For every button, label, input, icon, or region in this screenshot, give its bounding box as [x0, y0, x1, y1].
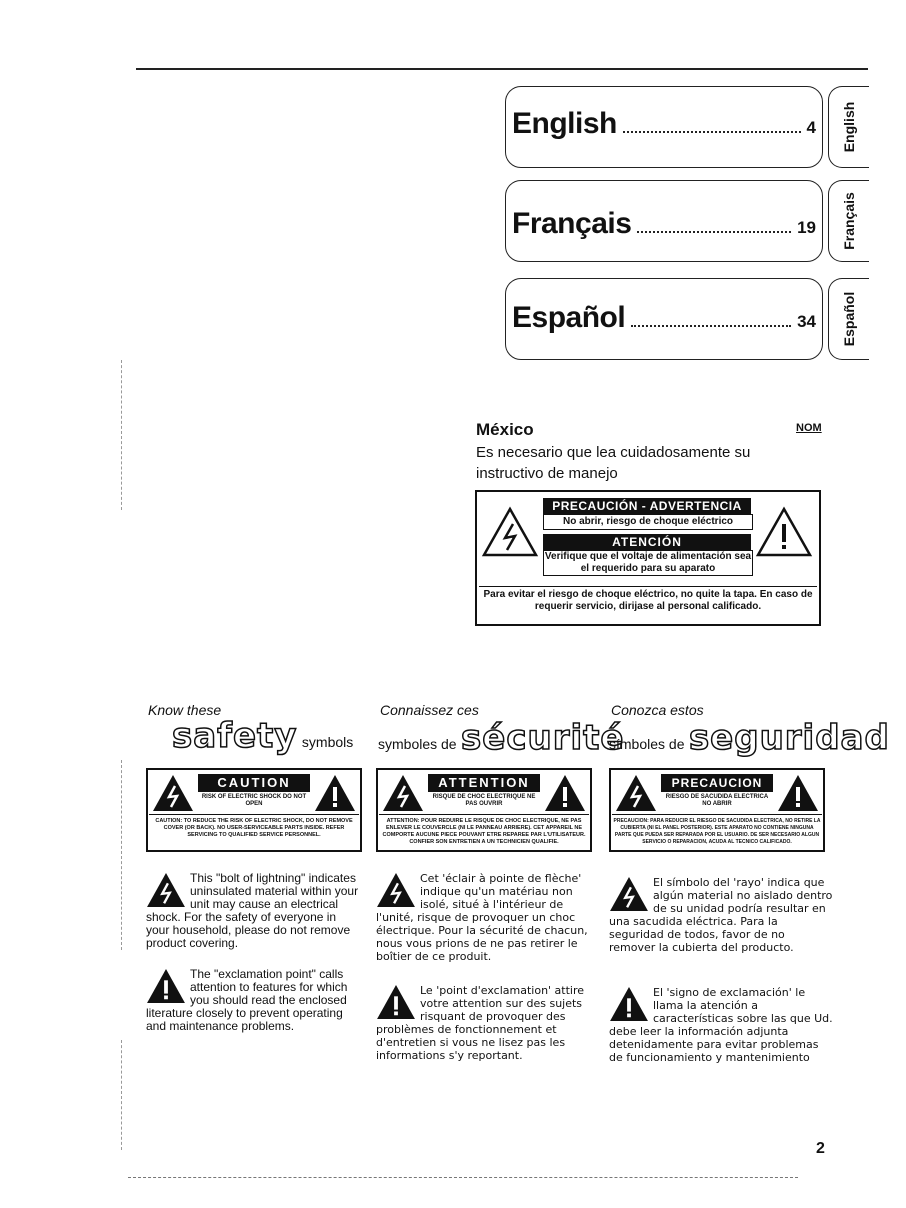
caution-subtitle: RISK OF ELECTRIC SHOCK DO NOT OPEN: [201, 794, 307, 807]
attention-title: ATTENTION: [428, 774, 540, 792]
paragraph-text: El 'signo de exclamación' le llama la atención a características sobre las que Ud. debe leer la información adjunta detenidamente para evitar problemas de funcionamiento y mantenimiento: [609, 986, 833, 1064]
exclamation-triangle-icon: [544, 774, 586, 812]
col-english-title: [172, 716, 353, 756]
lightning-triangle-icon: [376, 872, 416, 908]
margin-mark: [121, 1040, 122, 1150]
leader-dots: [637, 231, 791, 233]
label-title-atencion: ATENCIÓN: [543, 534, 751, 550]
caution-title: CAUTION: [198, 774, 310, 792]
mexico-text: Es necesario que lea cuidadosamente su instructivo de manejo: [476, 444, 751, 482]
margin-mark: [121, 360, 122, 510]
nom-logo: NOM: [796, 422, 822, 434]
attention-label: [376, 768, 592, 852]
tab-label: Français: [841, 192, 857, 250]
language-name: Français: [512, 207, 632, 240]
caution-footer: CAUTION: TO REDUCE THE RISK OF ELECTRIC SHOCK, DO NOT REMOVE COVER (OR BACK). NO USER-SERVICEABLE PARTS INSIDE. REFER SERVICING TO QUALIFIED SERVICE PERSONNEL.: [149, 814, 359, 839]
precaucion-subtitle: RIESGO DE SACUDIDA ELECTRICA NO ABRIR: [665, 794, 769, 807]
precaucion-title: PRECAUCION: [661, 774, 773, 792]
lightning-triangle-icon: [481, 506, 539, 558]
lightning-triangle-icon: [146, 872, 186, 908]
seguridad-word: seguridad: [688, 718, 890, 758]
tab-espanol[interactable]: [828, 278, 869, 360]
exclamation-triangle-icon: [755, 506, 813, 558]
top-rule: [136, 68, 868, 70]
col-french-title: [378, 718, 624, 758]
symboles-word: symboles de: [378, 736, 457, 752]
leader-dots: [623, 131, 801, 133]
label-footer: Para evitar el riesgo de choque eléctrico, no quite la tapa. En caso de requerir servicio, dirijase al personal calificado.: [479, 586, 817, 613]
language-box-francais[interactable]: [505, 180, 823, 262]
lightning-triangle-icon: [615, 774, 657, 812]
exclamation-triangle-icon: [376, 984, 416, 1020]
attention-footer: ATTENTION: POUR REDUIRE LE RISQUE DE CHOC ELECTRIQUE, NE PAS ENLEVER LE COUVERCLE (NI LE PANNEAU ARRIERE). CET APPAREIL NE COMPORTE AUCUNE PIECE POUVANT ETRE REPAREE PAR L'UTILISATEUR. CONFIER SON ENTRETIEN A UN TECHNICIEN QUALIFIE.: [379, 814, 589, 846]
paragraph-text: Le 'point d'exclamation' attire votre attention sur des sujets risquant de provoquer des problèmes de fonctionnement et d'entretien si vous ne lisez pas les informations s'y reportant.: [376, 984, 585, 1062]
lightning-triangle-icon: [152, 774, 194, 812]
page-number: 2: [816, 1140, 825, 1157]
paragraph-text: El símbolo del 'rayo' indica que algún material no aislado dentro de su unidad podría resultar en una sacudida eléctrica. Para la seguridad de todos, favor de no remover la cubierta del producto.: [609, 876, 833, 954]
language-page: 34: [797, 312, 816, 331]
col-french-para1: [376, 872, 590, 963]
col-english-para1: [146, 872, 360, 950]
language-page: 19: [797, 218, 816, 237]
language-box-espanol[interactable]: [505, 278, 823, 360]
col-english-para2: [146, 968, 360, 1033]
paragraph-text: The "exclamation point" calls attention to features for which you should read the enclosed literature closely to prevent operating and maintenance problems.: [146, 967, 348, 1033]
exclamation-triangle-icon: [314, 774, 356, 812]
attention-subtitle: RISQUE DE CHOC ELECTRIQUE NE PAS OUVRIR: [432, 794, 536, 807]
lightning-triangle-icon: [382, 774, 424, 812]
col-french-para2: [376, 984, 590, 1062]
leader-dots: [631, 325, 791, 327]
label-line-1: No abrir, riesgo de choque eléctrico: [543, 514, 753, 530]
symbols-word: symbols: [301, 734, 354, 750]
label-title-precaucion: PRECAUCIÓN - ADVERTENCIA: [543, 498, 751, 514]
paragraph-text: This "bolt of lightning" indicates uninsulated material within your unit may cause an electrical shock. For the safety of everyone in your household, please do not remove product covering.: [146, 871, 359, 950]
precaucion-footer: PRECAUCION: PARA REDUCIR EL RIESGO DE SACUDIDA ELECTRICA, NO RETIRE LA CUBIERTA (NI EL PANEL POSTERIOR). ESTE APARATO NO CONTIENE NINGUNA PARTE QUE PUEDA SER REPARADA POR EL USUARIO. DE SER NECESARIO ALGUN SERVICIO O REPARACION, ACUDA AL TECNICO CALIFICADO.: [612, 814, 822, 846]
securite-word: sécurité: [461, 718, 625, 758]
mexico-title: México: [476, 420, 534, 439]
paragraph-text: Cet 'éclair à pointe de flèche' indique qu'un matériau non isolé, situé à l'intérieur de l'unité, risque de provoquer un choc électrique. Pour la sécurité de chacun, nous vous prions de ne pas retirer le boîtier de ce produit.: [376, 872, 588, 963]
margin-mark: [121, 760, 122, 950]
precaucion-label: [609, 768, 825, 852]
col-french-head: Connaissez ces: [380, 702, 479, 718]
safety-word: safety: [172, 716, 298, 756]
language-name: English: [512, 107, 617, 140]
tab-english[interactable]: [828, 86, 869, 168]
exclamation-triangle-icon: [609, 986, 649, 1022]
language-box-english[interactable]: [505, 86, 823, 168]
col-spanish-title: [609, 718, 890, 758]
mexico-warning-label: [475, 490, 821, 626]
lightning-triangle-icon: [609, 876, 649, 912]
tab-label: Español: [841, 291, 857, 347]
col-spanish-para2: [609, 986, 833, 1064]
col-spanish-head: Conozca estos: [611, 702, 704, 718]
language-name: Español: [512, 301, 626, 334]
tab-francais[interactable]: [828, 180, 869, 262]
col-spanish-para1: [609, 876, 833, 954]
label-line-2: Verifique que el voltaje de alimentación sea el requerido para su aparato: [544, 551, 752, 574]
bottom-rule: [128, 1177, 798, 1178]
caution-label: [146, 768, 362, 852]
col-english-head: Know these: [148, 702, 222, 718]
exclamation-triangle-icon: [146, 968, 186, 1004]
simboles-word: símboles de: [609, 736, 685, 752]
language-page: 4: [806, 118, 816, 137]
tab-label: English: [841, 101, 857, 153]
exclamation-triangle-icon: [777, 774, 819, 812]
